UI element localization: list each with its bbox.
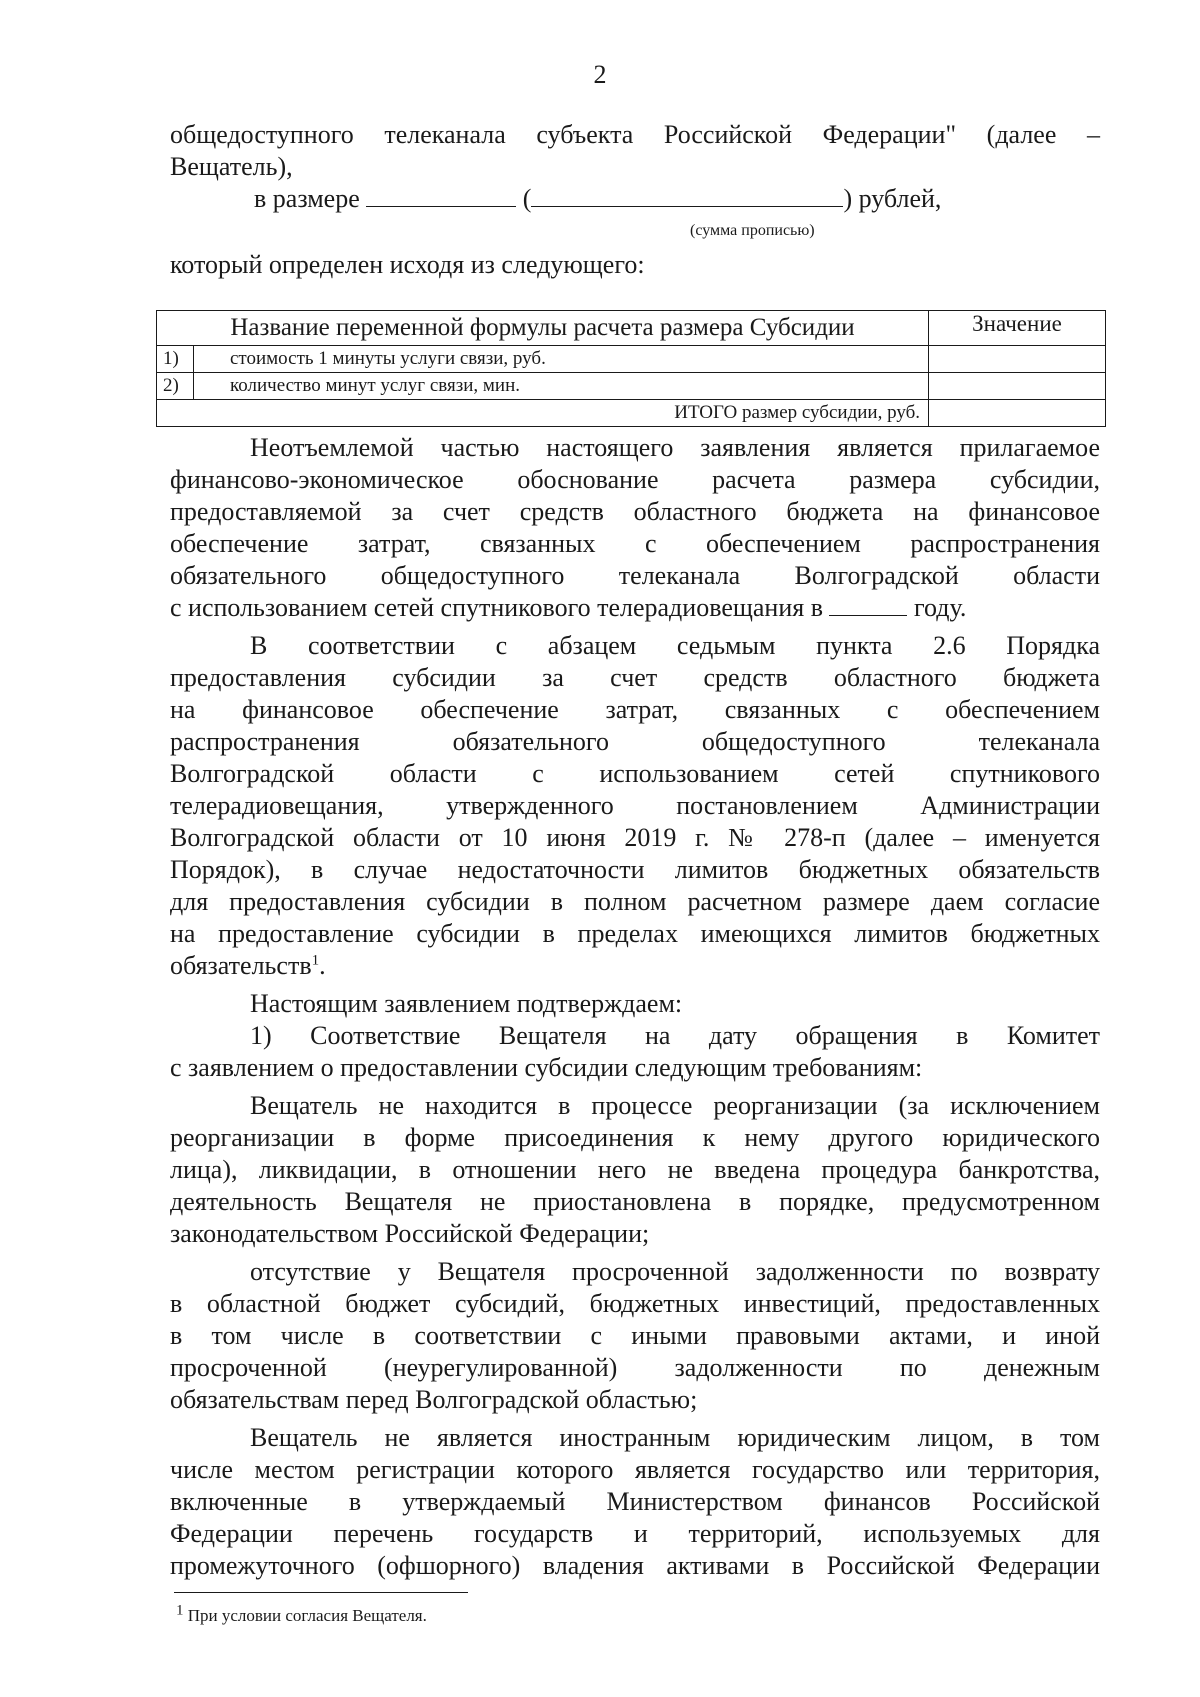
body-line-period: . <box>319 951 326 980</box>
body-line: обязательного общедоступного телеканала Волгоградской области <box>170 561 1100 590</box>
footnote-text: При условии согласия Вещателя. <box>183 1606 427 1625</box>
footnote-divider <box>174 1592 468 1593</box>
table-total-row <box>157 400 1106 427</box>
year-line-text: с использованием сетей спутникового телерадиовещания в <box>170 593 830 622</box>
row-2-number: 2) <box>157 373 194 399</box>
row-2-name-cell <box>157 373 929 400</box>
table-header-row <box>157 311 1106 346</box>
row-1-number: 1) <box>157 346 194 372</box>
body-line: законодательством Российской Федерации; <box>170 1219 650 1248</box>
total-label: ИТОГО размер субсидии, руб. <box>157 400 929 427</box>
table-row <box>157 373 1106 400</box>
body-line: Неотъемлемой частью настоящего заявления является прилагаемое <box>250 433 1100 462</box>
intro-line-2: Вещатель), <box>170 152 293 181</box>
header-value: Значение <box>929 311 1106 346</box>
body-line: на предоставление субсидии в пределах имеющихся лимитов бюджетных <box>170 919 1100 948</box>
amount-suffix: ) рублей, <box>843 184 942 213</box>
intro-line-4: который определен исходя из следующего: <box>170 250 645 279</box>
row-2-label: количество минут услуг связи, мин. <box>230 375 521 396</box>
row-1-label: стоимость 1 минуты услуги связи, руб. <box>230 348 546 369</box>
body-line: включенные в утверждаемый Министерством финансов Российской <box>170 1487 1100 1516</box>
body-line: финансово-экономическое обоснование расчета размера субсидии, <box>170 465 1100 494</box>
amount-words-blank <box>531 184 843 207</box>
footnote-ref-line <box>170 950 1100 982</box>
body-line: В соответствии с абзацем седьмым пункта 2.6 Порядка <box>250 631 1100 660</box>
body-line: телерадиовещания, утвержденного постановлением Администрации <box>170 791 1100 820</box>
body-line: Настоящим заявлением подтверждаем: <box>250 989 683 1018</box>
body-line: отсутствие у Вещателя просроченной задолженности по возврату <box>250 1257 1100 1286</box>
footnote-reference: 1 <box>311 952 320 969</box>
body-line: распространения обязательного общедоступного телеканала <box>170 727 1100 756</box>
body-line: Волгоградской области с использованием сетей спутникового <box>170 759 1100 788</box>
body-line: Федерации перечень государств и территорий, используемых для <box>170 1519 1100 1548</box>
body-line: обеспечение затрат, связанных с обеспечением распространения <box>170 529 1100 558</box>
row-2-value <box>929 373 1106 400</box>
body-line: с заявлением о предоставлении субсидии следующим требованиям: <box>170 1053 923 1082</box>
intro-line-1: общедоступного телеканала субъекта Российской Федерации" (далее – <box>170 120 1100 149</box>
body-line: промежуточного (офшорного) владения активами в Российской Федерации <box>170 1551 1100 1580</box>
body-line: числе местом регистрации которого является государство или территория, <box>170 1455 1100 1484</box>
year-line-end: году. <box>907 593 967 622</box>
amount-line <box>254 183 941 215</box>
body-line: лица), ликвидации, в отношении него не введена процедура банкротства, <box>170 1155 1100 1184</box>
year-blank <box>829 593 907 616</box>
page-number: 2 <box>593 60 607 89</box>
body-line: для предоставления субсидии в полном расчетном размере даем согласие <box>170 887 1100 916</box>
body-line: 1) Соответствие Вещателя на дату обращения в Комитет <box>250 1021 1100 1050</box>
body-line: просроченной (неурегулированной) задолженности по денежным <box>170 1353 1100 1382</box>
amount-prefix: в размере <box>254 184 360 213</box>
body-line: в областной бюджет субсидий, бюджетных инвестиций, предоставленных <box>170 1289 1100 1318</box>
formula-variables-table <box>156 310 1106 427</box>
row-1-name-cell <box>157 346 929 373</box>
body-line-text: обязательств <box>170 951 312 980</box>
footnote <box>176 1602 427 1626</box>
body-line: Порядок), в случае недостаточности лимитов бюджетных обязательств <box>170 855 1100 884</box>
body-line: реорганизации в форме присоединения к нему другого юридического <box>170 1123 1100 1152</box>
header-variable-name: Название переменной формулы расчета размера Субсидии <box>157 311 929 346</box>
body-line: предоставляемой за счет средств областного бюджета на финансовое <box>170 497 1100 526</box>
year-line <box>170 592 1100 624</box>
amount-open-paren: ( <box>522 184 532 213</box>
body-line: деятельность Вещателя не приостановлена в порядке, предусмотренном <box>170 1187 1100 1216</box>
body-line: обязательствам перед Волгоградской областью; <box>170 1385 698 1414</box>
body-line: предоставления субсидии за счет средств областного бюджета <box>170 663 1100 692</box>
row-1-value <box>929 346 1106 373</box>
amount-number-blank <box>366 184 516 207</box>
amount-caption: (сумма прописью) <box>690 222 815 239</box>
body-line: на финансовое обеспечение затрат, связанных с обеспечением <box>170 695 1100 724</box>
body-line: в том числе в соответствии с иными правовыми актами, и иной <box>170 1321 1100 1350</box>
body-line: Вещатель не является иностранным юридическим лицом, в том <box>250 1423 1100 1452</box>
body-line: Вещатель не находится в процессе реорганизации (за исключением <box>250 1091 1100 1120</box>
total-value <box>929 400 1106 427</box>
footnote-mark: 1 <box>176 1602 184 1619</box>
table-row <box>157 346 1106 373</box>
body-line: Волгоградской области от 10 июня 2019 г. № 278-п (далее – именуется <box>170 823 1100 852</box>
